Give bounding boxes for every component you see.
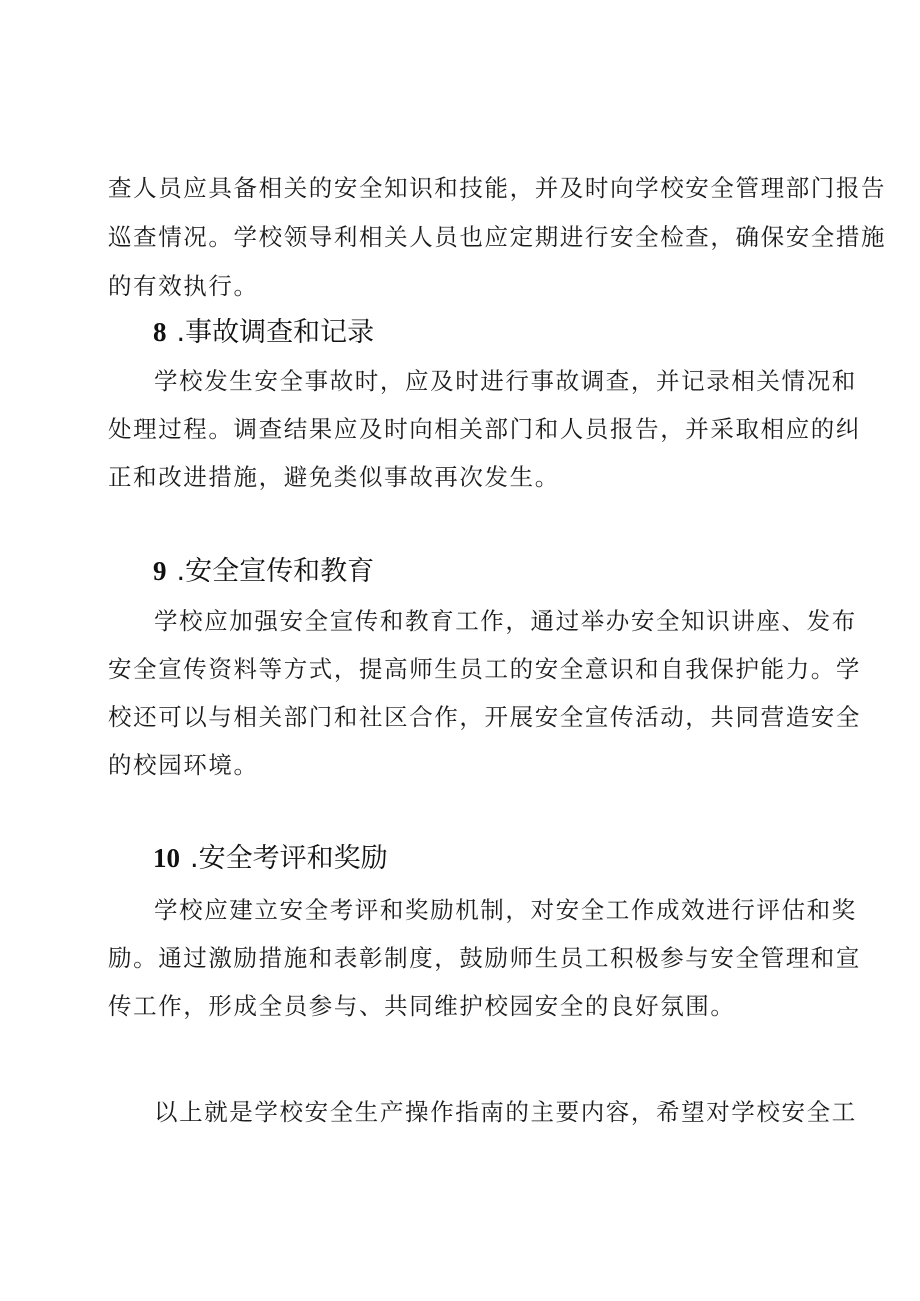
paragraph-line: 学校应加强安全宣传和教育工作，通过举办安全知识讲座、发布 — [154, 607, 857, 635]
section-heading-10 — [153, 841, 388, 876]
paragraph-line: 巡查情况。学校领导利相关人员也应定期进行安全检查，确保安全措施 — [108, 223, 887, 251]
section-title: .事故调查和记录 — [176, 317, 375, 348]
section-heading-9 — [153, 554, 374, 589]
paragraph-line: 的校园环境。 — [108, 751, 259, 779]
paragraph-line: 以上就是学校安全生产操作指南的主要内容，希望对学校安全工 — [154, 1098, 857, 1126]
section-title: .安全考评和奖励 — [190, 843, 388, 874]
paragraph-line: 传工作，形成全员参与、共同维护校园安全的良好氛围。 — [108, 992, 736, 1020]
paragraph-line: 学校应建立安全考评和奖励机制，对安全工作成效进行评估和奖 — [154, 896, 857, 924]
paragraph-line: 处理过程。调查结果应及时向相关部门和人员报告，并采取相应的纠 — [108, 415, 861, 443]
section-number: 9 — [153, 556, 167, 586]
paragraph-line: 查人员应具备相关的安全知识和技能，并及时向学校安全管理部门报告 — [108, 174, 887, 202]
paragraph-line: 正和改进措施，避免类似事故再次发生。 — [108, 463, 560, 491]
section-title: .安全宣传和教育 — [176, 556, 375, 587]
paragraph-line: 励。通过激励措施和表彰制度，鼓励师生员工积极参与安全管理和宣 — [108, 944, 861, 972]
paragraph-line: 校还可以与相关部门和社区合作，开展安全宣传活动，共同营造安全 — [108, 703, 861, 731]
section-heading-8 — [153, 315, 374, 350]
section-number: 8 — [153, 317, 167, 347]
paragraph-line: 学校发生安全事故时，应及时进行事故调查，并记录相关情况和 — [154, 367, 857, 395]
paragraph-line: 安全宣传资料等方式，提高师生员工的安全意识和自我保护能力。学 — [108, 655, 861, 683]
paragraph-line: 的有效执行。 — [108, 272, 259, 300]
section-number: 10 — [153, 843, 180, 873]
